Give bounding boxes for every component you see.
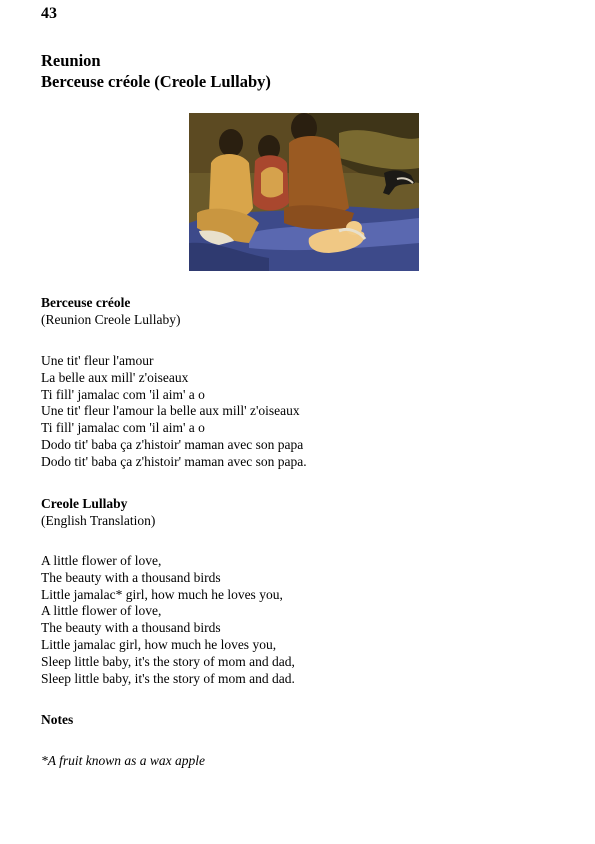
original-lyrics [41, 353, 307, 471]
lyric-line: A little flower of love, [41, 553, 162, 568]
song-header [41, 50, 271, 92]
translation-lyrics [41, 553, 295, 687]
lyric-line: Dodo tit' baba ça z'histoir' maman avec son papa. [41, 453, 307, 469]
translation-heading [41, 495, 155, 529]
lyric-line: Ti fill' jamalac com 'il aim' a o [41, 420, 205, 436]
original-subtitle: (Reunion Creole Lullaby) [41, 312, 181, 327]
translation-subtitle: (English Translation) [41, 513, 156, 528]
lyric-line: Sleep little baby, it's the story of mom and dad, [41, 653, 295, 669]
lyric-line: A little flower of love, [41, 603, 162, 619]
lyric-line: The beauty with a thousand birds [41, 569, 221, 585]
region-title: Reunion [41, 51, 101, 70]
original-heading [41, 294, 180, 328]
page-number: 43 [41, 5, 57, 22]
lyric-line: Une tit' fleur l'amour [41, 353, 154, 368]
translation-title: Creole Lullaby [41, 496, 128, 511]
lyric-line: The beauty with a thousand birds [41, 620, 221, 636]
song-title: Berceuse créole (Creole Lullaby) [41, 72, 271, 91]
original-title: Berceuse créole [41, 295, 131, 310]
lyric-line: Dodo tit' baba ça z'histoir' maman avec son papa [41, 436, 304, 452]
lyric-line: Sleep little baby, it's the story of mom and dad. [41, 670, 295, 686]
notes-title: Notes [41, 712, 74, 727]
footnote: *A fruit known as a wax apple [41, 753, 205, 768]
lyric-line: Little jamalac* girl, how much he loves you, [41, 586, 283, 602]
lyric-line: La belle aux mill' z'oiseaux [41, 369, 189, 385]
lyric-line: Ti fill' jamalac com 'il aim' a o [41, 386, 205, 402]
lyric-line: Une tit' fleur l'amour la belle aux mill' z'oiseaux [41, 403, 300, 419]
painting-svg [189, 113, 419, 271]
painting-illustration [189, 113, 419, 271]
lyric-line: Little jamalac girl, how much he loves you, [41, 636, 277, 652]
